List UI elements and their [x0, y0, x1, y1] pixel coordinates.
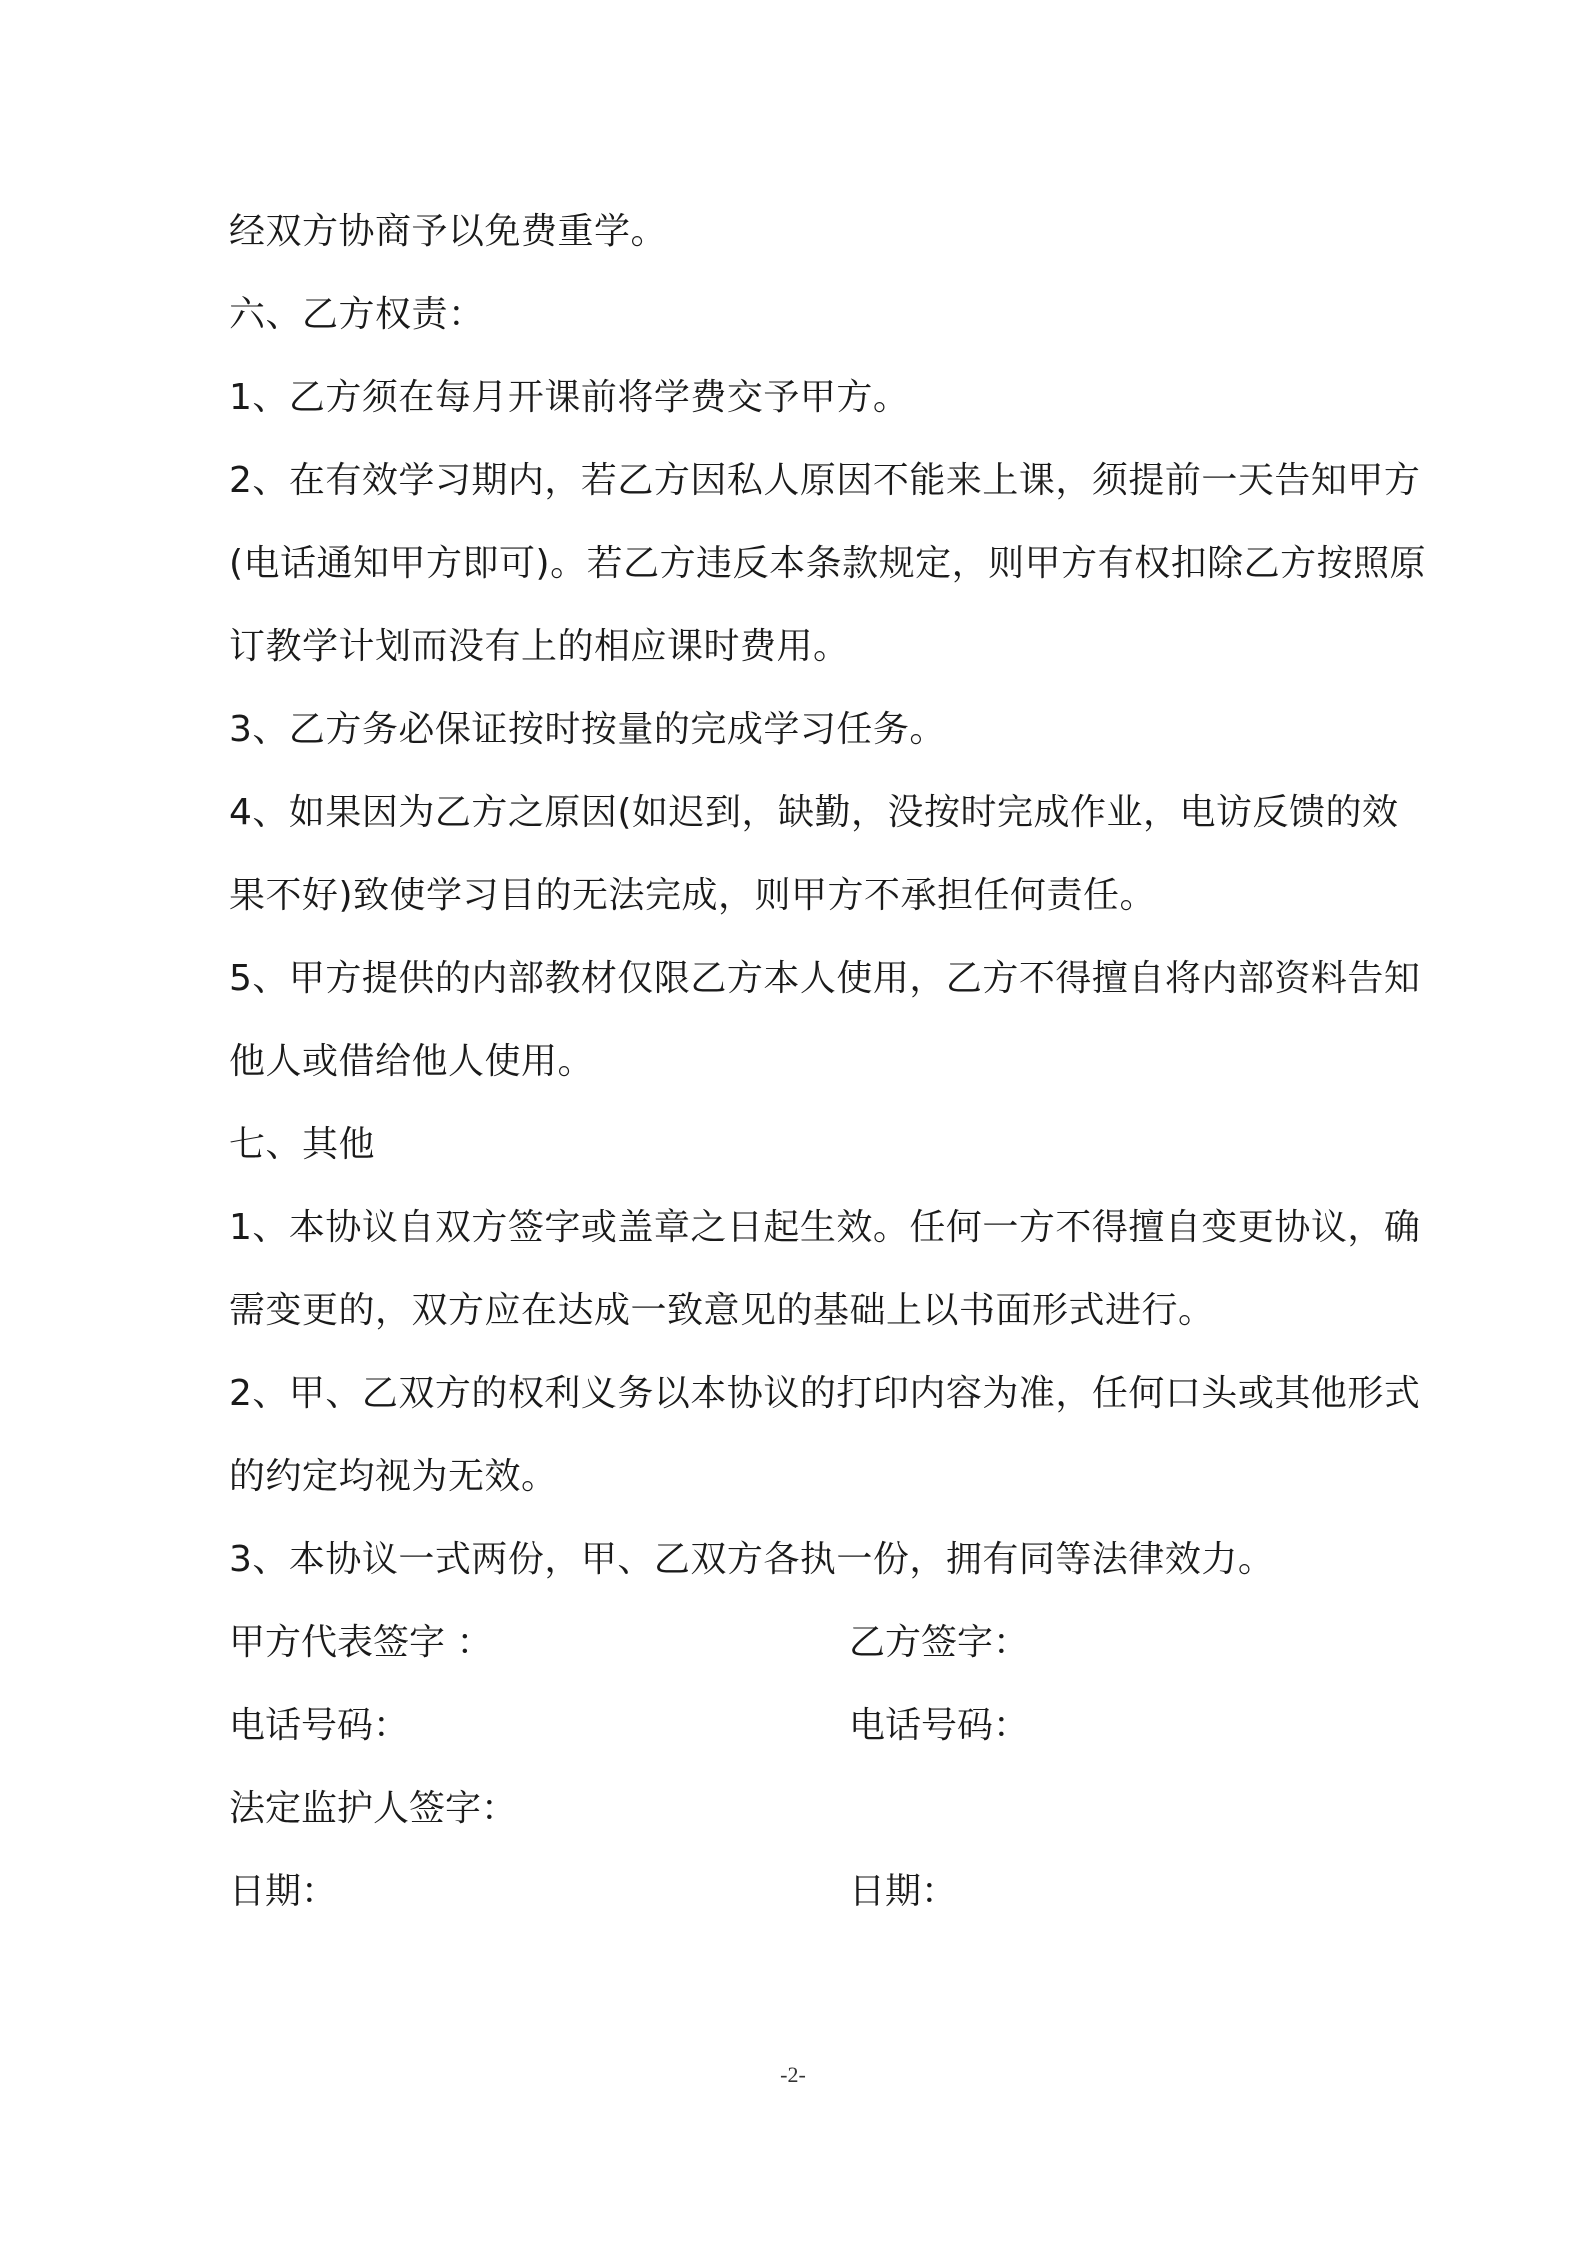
text-line: 经双方协商予以免费重学。 — [229, 211, 668, 252]
text-line: 2、在有效学习期内，若乙方因私人原因不能来上课，须提前一天告知甲方 — [229, 460, 1421, 501]
party-a-rep-signature-label: 甲方代表签字 ： — [229, 1622, 493, 1663]
phone-row — [229, 1684, 1449, 1767]
date-row — [229, 1850, 1449, 1933]
signature-row — [229, 1601, 1449, 1684]
text-line: (电话通知甲方即可)。若乙方违反本条款规定，则甲方有权扣除乙方按照原 — [229, 543, 1427, 584]
party-a-date-label: 日期： — [229, 1871, 338, 1912]
party-b-phone-label: 电话号码： — [849, 1705, 1030, 1746]
text-line: 他人或借给他人使用。 — [229, 1041, 595, 1082]
party-a-phone-label: 电话号码： — [229, 1705, 410, 1746]
text-line: 1、乙方须在每月开课前将学费交予甲方。 — [229, 377, 910, 418]
section-heading: 六、乙方权责： — [229, 294, 485, 335]
page-number: -2- — [780, 2062, 806, 2087]
text-line: 1、本协议自双方签字或盖章之日起生效。任何一方不得擅自变更协议，确 — [229, 1207, 1421, 1248]
text-line: 3、本协议一式两份，甲、乙双方各执一份，拥有同等法律效力。 — [229, 1539, 1275, 1580]
text-line: 5、甲方提供的内部教材仅限乙方本人使用，乙方不得擅自将内部资料告知 — [229, 958, 1421, 999]
guardian-signature-label: 法定监护人签字： — [229, 1788, 518, 1829]
text-line: 果不好)致使学习目的无法完成，则甲方不承担任何责任。 — [229, 875, 1157, 916]
section-heading: 七、其他 — [229, 1124, 376, 1165]
party-b-signature-label: 乙方签字： — [849, 1622, 1030, 1663]
text-line: 2、甲、乙双方的权利义务以本协议的打印内容为准，任何口头或其他形式 — [229, 1373, 1421, 1414]
text-line: 的约定均视为无效。 — [229, 1456, 558, 1497]
party-b-date-label: 日期： — [849, 1871, 958, 1912]
guardian-row — [229, 1767, 1449, 1850]
text-line: 需变更的，双方应在达成一致意见的基础上以书面形式进行。 — [229, 1290, 1215, 1331]
text-line: 3、乙方务必保证按时按量的完成学习任务。 — [229, 709, 946, 750]
text-line: 4、如果因为乙方之原因(如迟到，缺勤，没按时完成作业，电访反馈的效 — [229, 792, 1399, 833]
document-body — [229, 190, 1449, 1933]
text-line: 订教学计划而没有上的相应课时费用。 — [229, 626, 850, 667]
